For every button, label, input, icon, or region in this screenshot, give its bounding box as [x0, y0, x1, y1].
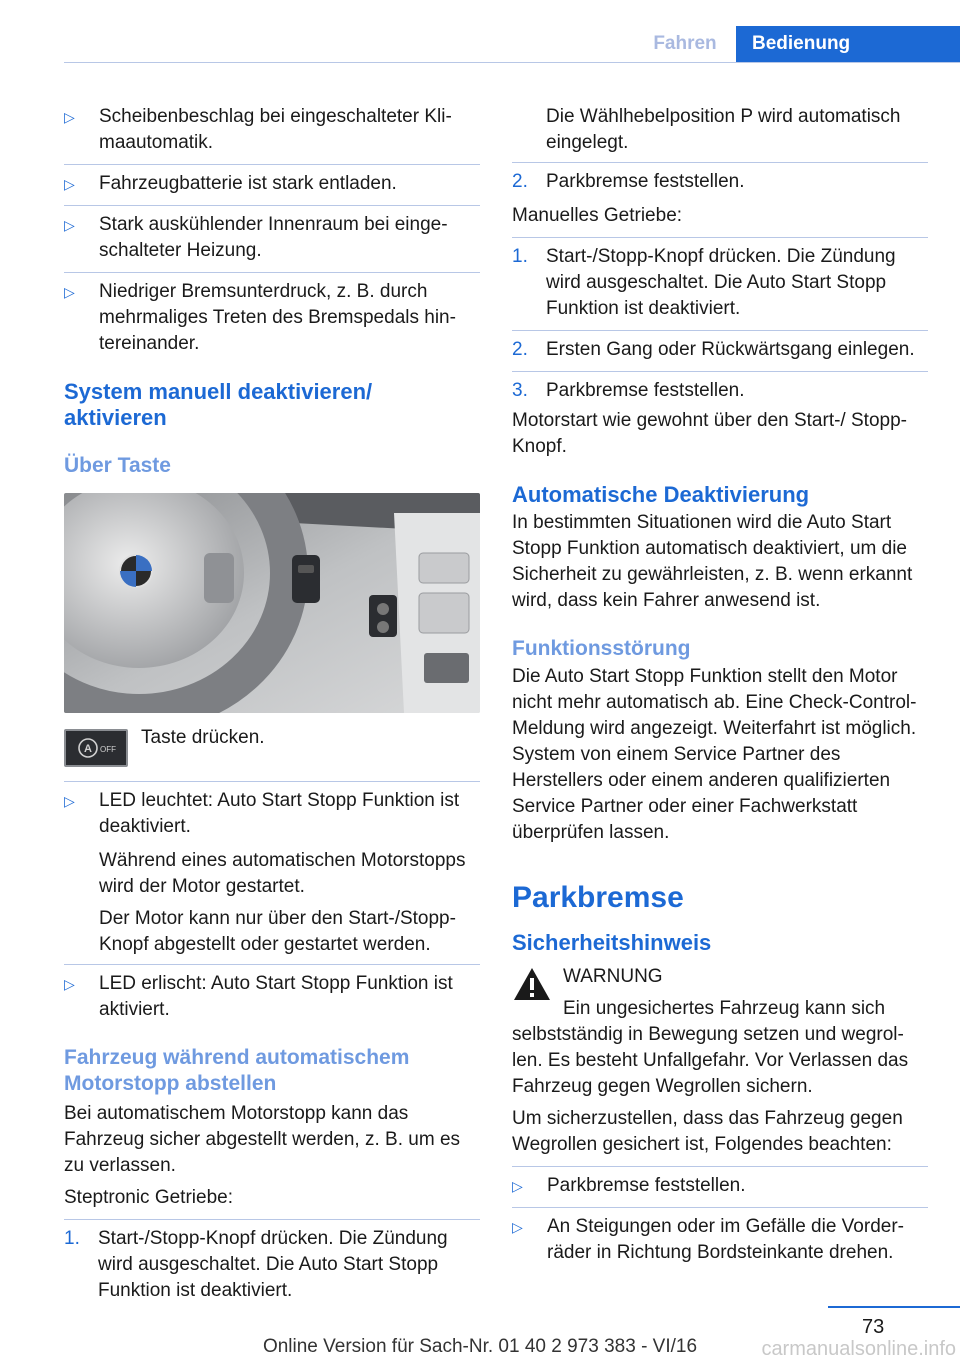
divider — [512, 330, 928, 331]
page-number: 73 — [862, 1316, 885, 1338]
numbered-step: 2. Parkbremse feststellen. — [512, 171, 745, 192]
warning-block — [512, 964, 928, 990]
secure-intro: Um sicherzustellen, dass das Fahrzeug gegen Wegrollen gesichert ist, Folgendes beachten: — [512, 1108, 903, 1155]
heading-auto-deactivation: Automatische Deaktivierung — [512, 482, 810, 507]
warning-text: Ein ungesichertes Fahrzeug kann sich selbstständig in Bewegung setzen und wegrollen. Es besteht Unfallgefahr. Vor Verlassen das Fahrzeug gegen Wegrollen sichern. — [512, 998, 909, 1097]
button-instruction — [64, 725, 480, 773]
step-continuation: Die Wählhebelposition P wird automatisch eingelegt. — [546, 106, 901, 153]
heading-safety-note: Sicherheitshinweis — [512, 930, 712, 955]
heading-via-button: Über Taste — [64, 454, 171, 477]
divider — [512, 1166, 928, 1167]
bullet-item: ▷ LED erlischt: Auto Start Stopp Funktion ist aktiviert. — [64, 973, 453, 1020]
auto-deactivation-text: In bestimmten Situationen wird die Auto Start Stopp Funktion automatisch deaktiviert, um die Sicherheit zu gewährleisten, z. B. wenn erkannt wird, dass kein Fahrer anwesend ist. — [512, 512, 913, 611]
manual-gearbox-label: Manuelles Getriebe: — [512, 205, 683, 226]
bullet-subtext: Während eines automatischen Motorstopps wird der Motor gestartet. — [99, 850, 466, 897]
warning-label: WARNUNG — [563, 966, 663, 987]
heading-fault: Funktionsstörung — [512, 637, 691, 660]
divider — [64, 964, 480, 965]
triangle-bullet-icon: ▷ — [64, 176, 75, 192]
svg-text:A: A — [84, 743, 92, 755]
bullet-item: ▷ Parkbremse feststellen. — [512, 1173, 928, 1199]
heading-manual-deactivate: System manuell deaktivieren/ aktivieren — [64, 379, 373, 430]
bullet-item: ▷ Niedriger Bremsunterdruck, z. B. durch mehrmaliges Treten des Bremspedals hintereinander. — [64, 281, 456, 354]
bullet-item: ▷ Fahrzeugbatterie ist stark entladen. — [64, 171, 480, 197]
divider — [64, 1219, 480, 1220]
divider — [64, 164, 480, 165]
divider — [64, 205, 480, 206]
steptronic-label: Steptronic Getriebe: — [64, 1187, 233, 1208]
numbered-step: 3. Parkbremse feststellen. — [512, 380, 745, 401]
divider — [512, 371, 928, 372]
divider — [512, 237, 928, 238]
online-version-footer: Online Version für Sach-Nr. 01 40 2 973 383 - VI/16 — [262, 1336, 698, 1357]
bullet-item: ▷ Stark auskühlender Innenraum bei eingeschalteter Heizung. — [64, 214, 448, 261]
tab-bedienung[interactable]: Bedienung — [736, 26, 960, 62]
watermark: carmanualsonline.info — [761, 1338, 956, 1360]
numbered-step: 1. Start-/Stopp-Knopf drücken. Die Zündung wird ausgeschaltet. Die Auto Start Stopp Funktion ist deaktiviert. — [512, 246, 896, 319]
bullet-item: ▷ LED leuchtet: Auto Start Stopp Funktion ist deaktiviert. — [64, 790, 460, 837]
triangle-bullet-icon: ▷ — [64, 284, 75, 300]
numbered-step: 1. Start-/Stopp-Knopf drücken. Die Zündung wird ausgeschaltet. Die Auto Start Stopp Funktion ist deaktiviert. — [64, 1228, 448, 1301]
svg-text:OFF: OFF — [100, 745, 116, 754]
fault-text: Die Auto Start Stopp Funktion stellt den Motor nicht mehr automatisch ab. Eine Check-Control-Meldung wird angezeigt. Weiterfahrt ist möglich. System von einem Service Partner des Herstellers oder einem anderen qualifizierten Service Partner oder einer Fachwerkstatt überprüfen lassen. — [512, 666, 917, 843]
triangle-bullet-icon: ▷ — [64, 217, 75, 233]
park-intro: Bei automatischem Motorstopp kann das Fahrzeug sicher abgestellt werden, z. B. um es zu verlassen. — [64, 1103, 461, 1176]
right-column — [512, 104, 928, 1274]
triangle-bullet-icon: ▷ — [64, 793, 75, 809]
dashboard-photo — [64, 493, 480, 713]
divider — [64, 272, 480, 273]
bullet-item: ▷ An Steigungen oder im Gefälle die Vorderräder in Richtung Bordsteinkante drehen. — [512, 1216, 904, 1263]
motorstart-text: Motorstart wie gewohnt über den Start-/ Stopp-Knopf. — [512, 410, 907, 457]
triangle-bullet-icon: ▷ — [64, 109, 75, 125]
header-rule — [64, 62, 960, 63]
auto-start-stop-off-button-icon — [64, 729, 128, 767]
bullet-subtext: Der Motor kann nur über den Start-/Stopp-Knopf abgestellt oder gestartet werden. — [99, 908, 456, 955]
press-button-text: Taste drücken. — [141, 727, 265, 748]
triangle-bullet-icon: ▷ — [512, 1178, 523, 1194]
triangle-bullet-icon: ▷ — [64, 976, 75, 992]
left-column — [64, 104, 480, 1312]
tab-fahren[interactable]: Fahren — [653, 33, 717, 54]
divider — [512, 1207, 928, 1208]
divider — [512, 162, 928, 163]
bullet-item: ▷ Scheibenbeschlag bei eingeschalteter Klimaautomatik. — [64, 106, 452, 153]
triangle-bullet-icon: ▷ — [512, 1219, 523, 1235]
heading-parkbremse: Parkbremse — [512, 881, 684, 914]
divider — [64, 781, 480, 782]
warning-triangle-icon — [512, 966, 552, 1002]
heading-park-during-stop: Fahrzeug während automatischem Motorstopp abstellen — [64, 1046, 410, 1095]
footer-rule — [828, 1306, 960, 1308]
numbered-step: 2. Ersten Gang oder Rückwärtsgang einlegen. — [512, 339, 915, 360]
